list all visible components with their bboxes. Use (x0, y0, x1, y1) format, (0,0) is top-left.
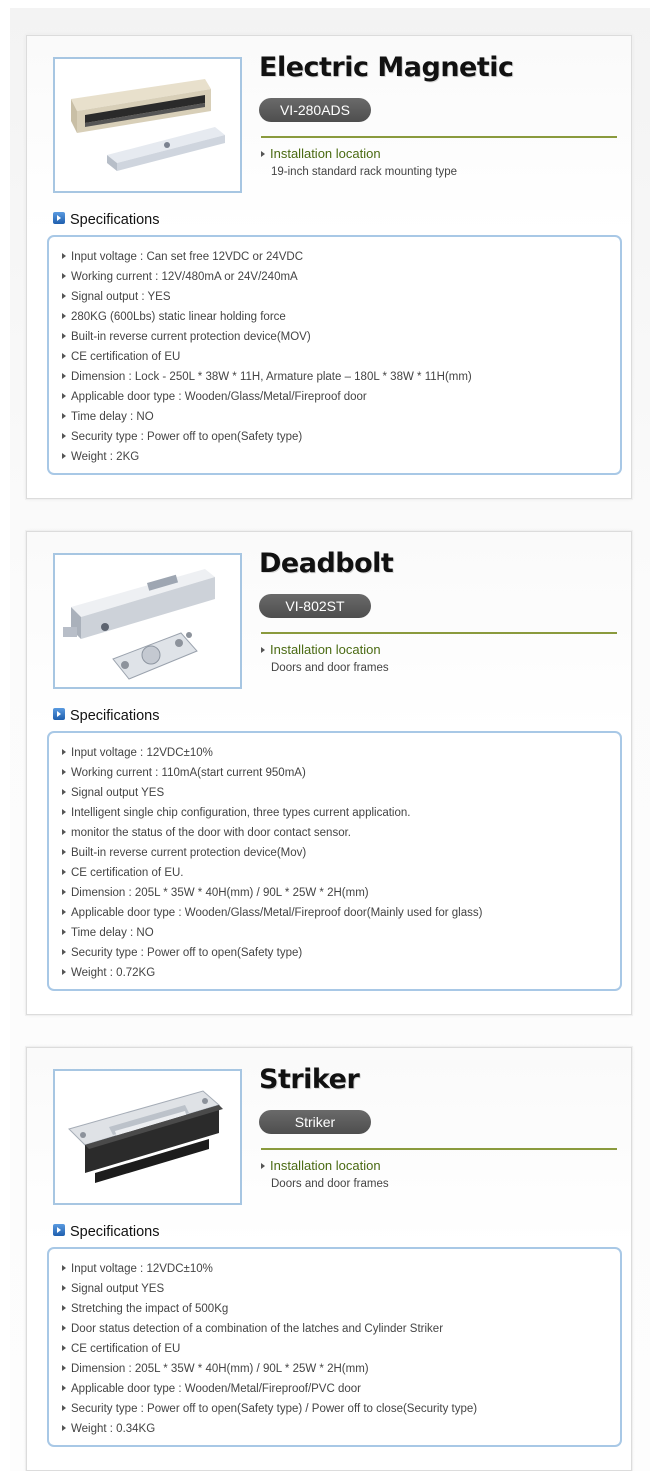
bullet-arrow-icon (62, 1305, 66, 1311)
spec-item: Intelligent single chip configuration, three types current application. (62, 803, 620, 823)
spec-item: Input voltage : 12VDC±10% (62, 743, 620, 763)
specifications-heading: Specifications (53, 1224, 159, 1240)
specifications-heading: Specifications (53, 708, 159, 724)
bullet-arrow-icon (261, 151, 265, 157)
bullet-arrow-icon (62, 1265, 66, 1271)
bullet-arrow-icon (62, 273, 66, 279)
installation-location-value: 19-inch standard rack mounting type (271, 166, 458, 178)
bullet-arrow-icon (62, 413, 66, 419)
spec-item: 280KG (600Lbs) static linear holding force (62, 307, 620, 327)
specifications-box (47, 731, 622, 991)
spec-item: CE certification of EU (62, 347, 620, 367)
spec-item: Working current : 12V/480mA or 24V/240mA (62, 267, 620, 287)
bullet-arrow-icon (62, 809, 66, 815)
installation-location-value: Doors and door frames (271, 662, 389, 674)
bullet-arrow-icon (62, 969, 66, 975)
bullet-arrow-icon (62, 909, 66, 915)
bullet-arrow-icon (62, 949, 66, 955)
bullet-arrow-icon (62, 789, 66, 795)
bullet-arrow-icon (62, 749, 66, 755)
model-badge: VI-280ADS (259, 98, 371, 122)
spec-item: Applicable door type : Wooden/Metal/Fireproof/PVC door (62, 1379, 620, 1399)
spec-item: Working current : 110mA(start current 950mA) (62, 763, 620, 783)
bullet-arrow-icon (62, 393, 66, 399)
bullet-arrow-icon (62, 929, 66, 935)
spec-item: Built-in reverse current protection device(Mov) (62, 843, 620, 863)
spec-item: Security type : Power off to open(Safety type) (62, 943, 620, 963)
spec-item: Security type : Power off to open(Safety type) (62, 427, 620, 447)
bullet-arrow-icon (62, 1425, 66, 1431)
bullet-arrow-icon (261, 1163, 265, 1169)
product-title: Striker (259, 1064, 360, 1095)
divider (261, 632, 617, 634)
bullet-arrow-icon (261, 647, 265, 653)
spec-item: Input voltage : 12VDC±10% (62, 1259, 620, 1279)
model-badge: VI-802ST (259, 594, 371, 618)
bullet-arrow-icon (62, 373, 66, 379)
product-card-electric-magnetic (26, 35, 632, 499)
model-badge: Striker (259, 1110, 371, 1134)
bullet-arrow-icon (62, 1385, 66, 1391)
installation-location-label: Installation location (261, 146, 381, 161)
spec-item: CE certification of EU. (62, 863, 620, 883)
installation-location-label: Installation location (261, 642, 381, 657)
bullet-arrow-icon (62, 433, 66, 439)
spec-item: Security type : Power off to open(Safety type) / Power off to close(Security type) (62, 1399, 620, 1419)
bullet-arrow-icon (62, 769, 66, 775)
spec-item: Signal output YES (62, 783, 620, 803)
bullet-arrow-icon (62, 869, 66, 875)
deadbolt-lock-image (53, 553, 242, 689)
blue-arrow-square-icon (53, 1224, 65, 1236)
bullet-arrow-icon (62, 849, 66, 855)
bullet-arrow-icon (62, 293, 66, 299)
spec-item: CE certification of EU (62, 1339, 620, 1359)
bullet-arrow-icon (62, 1325, 66, 1331)
installation-location-label: Installation location (261, 1158, 381, 1173)
specifications-box (47, 1247, 622, 1447)
bullet-arrow-icon (62, 253, 66, 259)
product-title: Deadbolt (259, 548, 394, 579)
spec-item: Signal output : YES (62, 287, 620, 307)
spec-item: Dimension : Lock - 250L * 38W * 11H, Armature plate – 180L * 38W * 11H(mm) (62, 367, 620, 387)
product-card-deadbolt (26, 531, 632, 1015)
bullet-arrow-icon (62, 1405, 66, 1411)
bullet-arrow-icon (62, 829, 66, 835)
bullet-arrow-icon (62, 1285, 66, 1291)
installation-location-value: Doors and door frames (271, 1178, 389, 1190)
bullet-arrow-icon (62, 313, 66, 319)
product-title: Electric Magnetic (259, 52, 514, 83)
divider (261, 136, 617, 138)
product-card-striker (26, 1047, 632, 1471)
spec-item: Weight : 0.72KG (62, 963, 620, 983)
spec-item: Built-in reverse current protection device(MOV) (62, 327, 620, 347)
spec-item: Time delay : NO (62, 923, 620, 943)
spec-item: Input voltage : Can set free 12VDC or 24VDC (62, 247, 620, 267)
bullet-arrow-icon (62, 1345, 66, 1351)
spec-item: Signal output YES (62, 1279, 620, 1299)
spec-item: Stretching the impact of 500Kg (62, 1299, 620, 1319)
spec-item: Dimension : 205L * 35W * 40H(mm) / 90L * 25W * 2H(mm) (62, 1359, 620, 1379)
spec-item: Time delay : NO (62, 407, 620, 427)
spec-item: Weight : 2KG (62, 447, 620, 467)
spec-item: Weight : 0.34KG (62, 1419, 620, 1439)
bullet-arrow-icon (62, 453, 66, 459)
blue-arrow-square-icon (53, 212, 65, 224)
spec-item: Applicable door type : Wooden/Glass/Metal/Fireproof door (62, 387, 620, 407)
bullet-arrow-icon (62, 889, 66, 895)
electric-magnetic-lock-image (53, 57, 242, 193)
spec-item: Door status detection of a combination of the latches and Cylinder Striker (62, 1319, 620, 1339)
bullet-arrow-icon (62, 1365, 66, 1371)
divider (261, 1148, 617, 1150)
blue-arrow-square-icon (53, 708, 65, 720)
electric-striker-image (53, 1069, 242, 1205)
spec-item: Dimension : 205L * 35W * 40H(mm) / 90L * 25W * 2H(mm) (62, 883, 620, 903)
spec-item: monitor the status of the door with door contact sensor. (62, 823, 620, 843)
specifications-box (47, 235, 622, 475)
spec-item: Applicable door type : Wooden/Glass/Metal/Fireproof door(Mainly used for glass) (62, 903, 620, 923)
bullet-arrow-icon (62, 333, 66, 339)
specifications-heading: Specifications (53, 212, 159, 228)
bullet-arrow-icon (62, 353, 66, 359)
